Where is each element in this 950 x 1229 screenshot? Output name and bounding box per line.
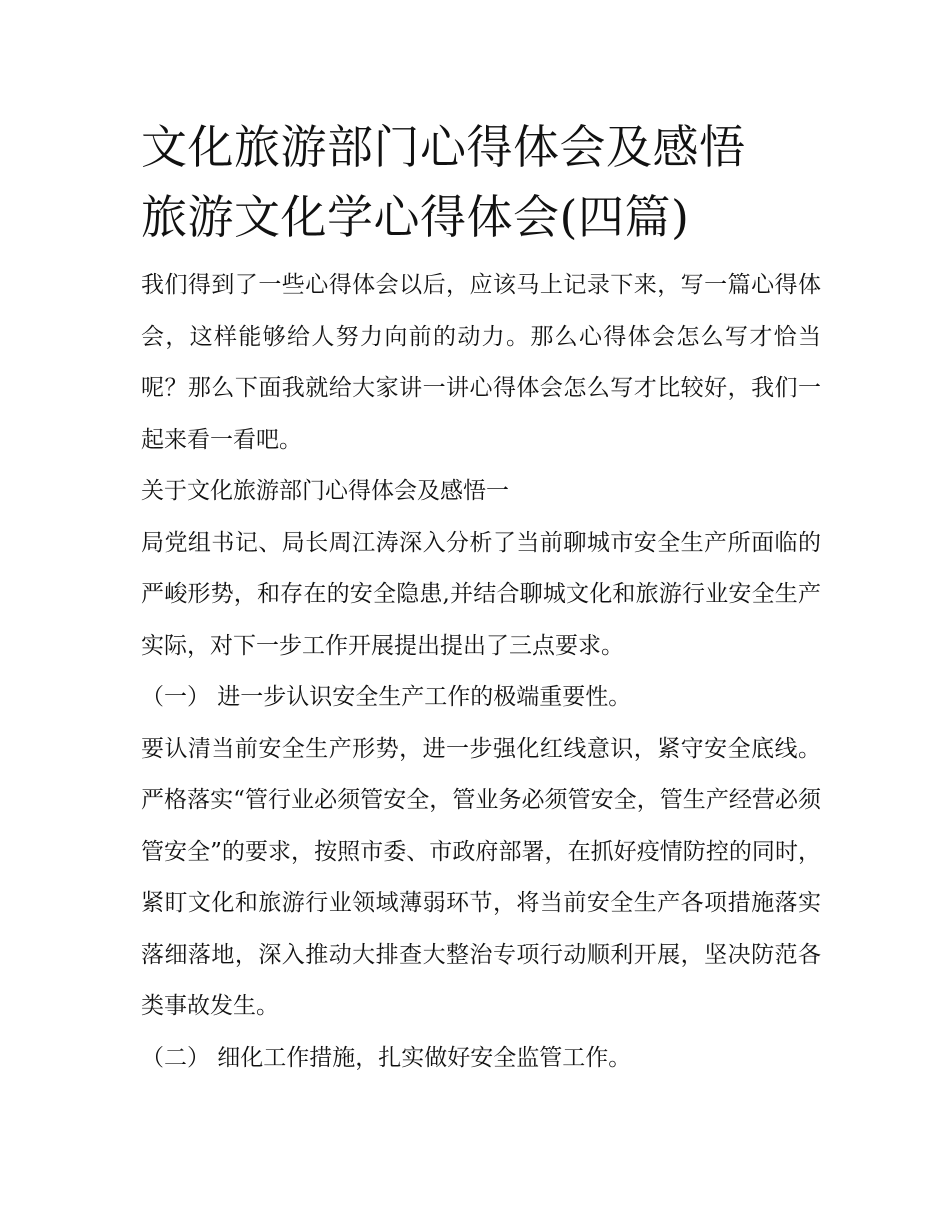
body-paragraph: 要认清当前安全生产形势，进一步强化红线意识，紧守安全底线。严格落实“管行业必须管安全，管业务必须管安全，管生产经营必须管安全”的要求，按照市委、市政府部署，在抓好疫情防控的同时，紧盯文化和旅游行业领域薄弱环节，将当前安全生产各项措施落实落细落地，深入推动大排查大整治专项行动顺利开展，坚决防范各类事故发生。 — [141, 735, 821, 1019]
document-title-line-2: 旅游文化学心得体会(四篇) — [141, 190, 690, 244]
body-paragraph: 局党组书记、局长周江涛深入分析了当前聊城市安全生产所面临的严峻形势，和存在的安全隐患,并结合聊城文化和旅游行业安全生产实际，对下一步工作开展提出提出了三点要求。 — [141, 529, 821, 659]
document-page — [141, 112, 821, 1084]
intro-paragraph: 我们得到了一些心得体会以后，应该马上记录下来，写一篇心得体会，这样能够给人努力向前的动力。那么心得体会怎么写才恰当呢？那么下面我就给大家讲一讲心得体会怎么写才比较好，我们一起来看一看吧。 — [141, 272, 821, 453]
sub-heading-1: （一） 进一步认识安全生产工作的极端重要性。 — [141, 684, 632, 710]
section-heading: 关于文化旅游部门心得体会及感悟一 — [141, 478, 509, 504]
document-title-line-1: 文化旅游部门心得体会及感悟 — [141, 120, 746, 174]
sub-heading-2: （二） 细化工作措施，扎实做好安全监管工作。 — [141, 1044, 632, 1071]
